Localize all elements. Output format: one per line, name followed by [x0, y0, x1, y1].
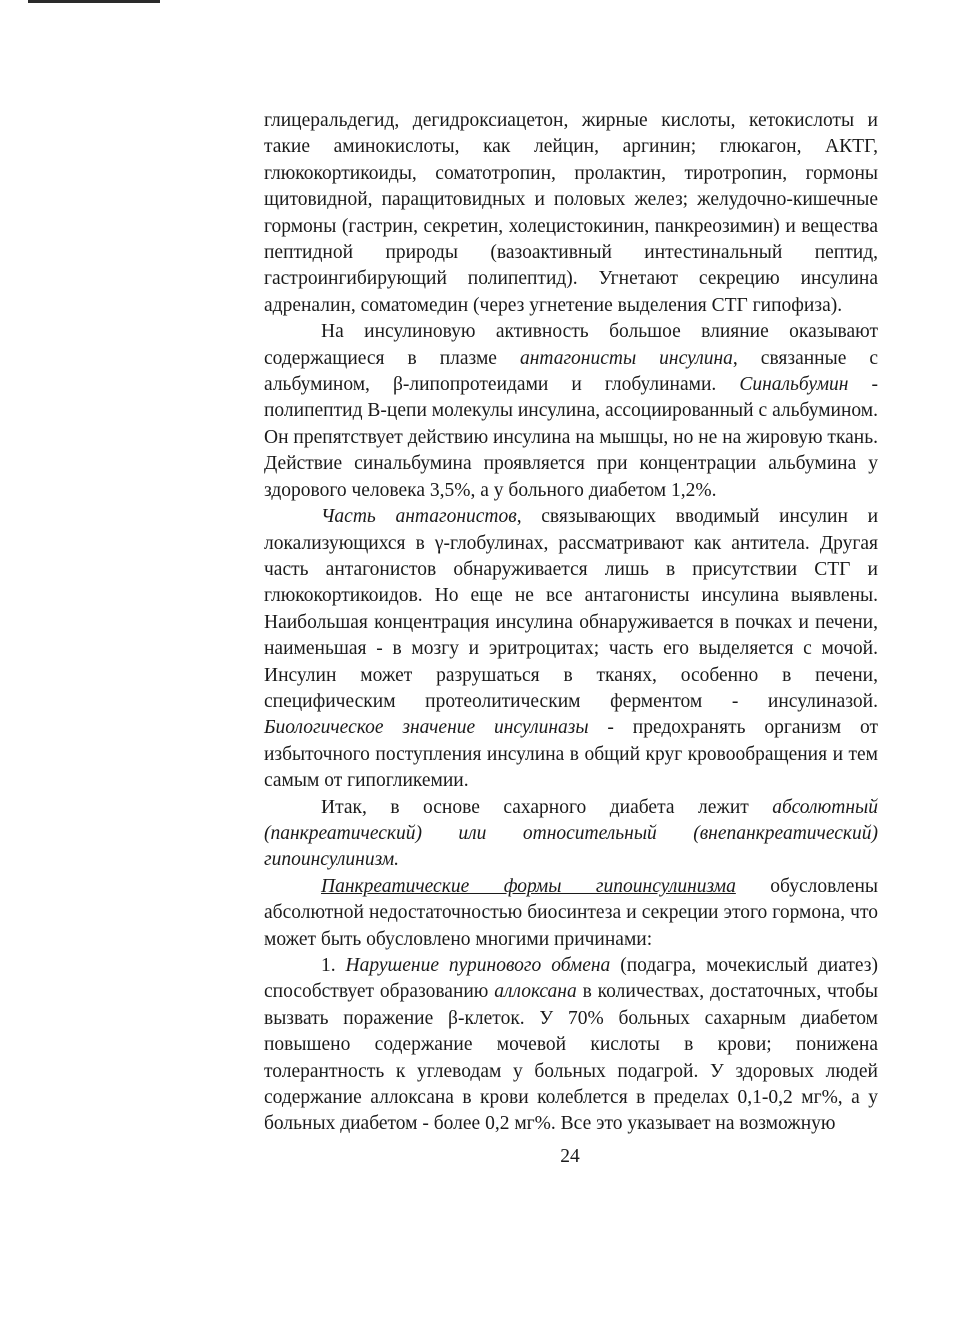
- term-italic: аллоксана: [494, 981, 577, 1003]
- text-run: На инсулиновую активность большое влияние оказывают содержащиеся в плазме: [264, 321, 878, 369]
- scan-edge-mark: [28, 0, 160, 3]
- paragraph: [264, 108, 878, 319]
- term-italic: Синальбумин: [739, 374, 849, 396]
- text-run: глицеральдегид, дегидроксиацетон, жирные кислоты, кетокислоты и такие аминокислоты, как лейцин, аргинин; глюкагон, АКТГ, глюкокортикоиды, соматотропин, пролактин, тиротропин, гормоны щитовидной, паращитовидных и половых желез; желудочно-кишечные гормоны (гастрин, секретин, холецистокинин, панкреозимин) и вещества пептидной природы (вазоактивный интестинальный пептид, гастроингибирующий полипептид). Угнетают секрецию инсулина адреналин, соматомедин (через угнетение выделения СТГ гипофиза).: [264, 110, 878, 316]
- page-number: 24: [560, 1146, 580, 1167]
- text-run: в количествах, достаточных, чтобы вызвать поражение β-клеток. У 70% больных сахарным диабетом повышено содержание мочевой кислоты в крови; понижена толерантность к углеводам у больных подагрой. У здоровых людей содержание аллоксана в крови колеблется в пределах 0,1-0,2 мг%, а у больных диабетом - более 0,2 мг%. Все это указывает на возможную: [264, 981, 878, 1135]
- text-run: - полипептид В-цепи молекулы инсулина, ассоциированный с альбумином. Он препятствует действию инсулина на мышцы, но не на жировую ткань. Действие синальбумина проявляется при концентрации альбумина у здорового человека 3,5%, а у больного диабетом 1,2%.: [264, 374, 878, 501]
- term-italic: абсолютный (панкреатический) или относительный (внепанкреатический) гипоинсулинизм.: [264, 796, 878, 871]
- text-run: , связанные с альбумином, β-липопротеидами и глобулинами.: [264, 347, 878, 396]
- text-run: - предохранять организм от избыточного поступления инсулина в общий круг кровообращения и тем самым от гипогликемии.: [264, 717, 878, 792]
- page-body: [264, 108, 878, 1138]
- paragraph: [264, 795, 878, 874]
- text-run: , связывающих вводимый инсулин и локализующихся в γ-глобулинах, рассматривают как антитела. Другая часть антагонистов обнаруживается лишь в присутствии СТГ и глюкокортикоидов. Но еще не все антагонисты инсулина выявлены. Наибольшая концентрация инсулина обнаруживается в почках и печени, наименьшая - в мозгу и эритроцитах; часть его выделяется с мочой. Инсулин может разрушаться в тканях, особенно в печени, специфическим протеолитическим ферментом - инсулиназой.: [264, 506, 878, 712]
- text-run: Итак, в основе сахарного диабета лежит: [321, 796, 773, 818]
- term-italic: Биологическое значение инсулиназы: [264, 717, 589, 739]
- term-italic-underlined: Панкреатические формы гипоинсулинизма: [321, 875, 736, 897]
- list-number: 1.: [321, 955, 346, 976]
- term-italic: Часть антагонистов: [321, 506, 517, 528]
- paragraph: [264, 874, 878, 953]
- term-italic: антагонисты инсулина: [519, 347, 733, 369]
- text-run: (подагра, мочекислый диатез) способствует образованию: [264, 955, 878, 1003]
- paragraph: [264, 319, 878, 504]
- paragraph: [264, 504, 878, 794]
- paragraph: [264, 953, 878, 1138]
- term-italic: Нарушение пуринового обмена: [345, 955, 611, 976]
- text-run: обусловлены абсолютной недостаточностью биосинтеза и секреции этого гормона, что может быть обусловлено многими причинами:: [264, 875, 878, 950]
